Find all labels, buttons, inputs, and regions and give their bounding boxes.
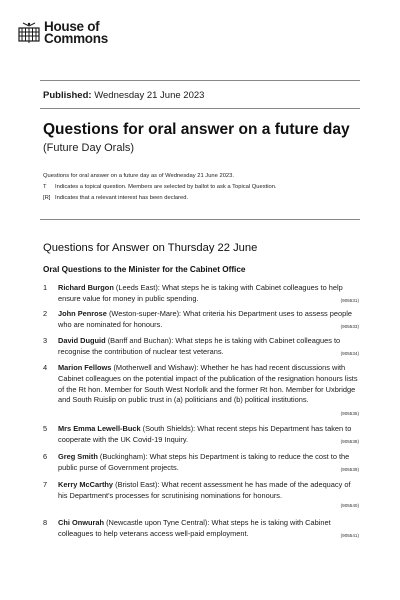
legend-symbol: T	[43, 184, 47, 190]
question-ref: (905531)	[340, 298, 359, 303]
question-text: What steps he is taking with Cabinet colleagues to help ensure value for money in public spending.	[58, 283, 343, 303]
member-name: Kerry McCarthy	[58, 480, 114, 489]
legend-item-interest	[43, 193, 363, 204]
published-date: Wednesday 21 June 2023	[94, 90, 205, 101]
question-ref: (905538)	[340, 439, 359, 444]
question-text: What steps he is taking with Cabinet colleagues to help veterans access well-paid employment.	[58, 518, 331, 538]
question-text: What steps he is taking with Cabinet colleagues to recognise the contribution of nuclear test veterans.	[58, 336, 341, 356]
section-heading: Questions for Answer on Thursday 22 June	[43, 242, 258, 254]
member-name: David Duguid	[58, 336, 106, 345]
logo-line-2: Commons	[44, 31, 108, 46]
published-label: Published:	[43, 90, 92, 101]
question-item	[43, 363, 359, 416]
section-subheading: Oral Questions to the Minister for the Cabinet Office	[43, 265, 246, 274]
question-ref: (905539)	[340, 467, 359, 472]
top-divider	[40, 80, 360, 81]
legend-symbol: [R]	[43, 195, 51, 201]
question-text: What recent assessment he has made of the adequacy of his Department's processes for scrutinising nominations for honours.	[58, 480, 351, 500]
question-text: What steps his Department is taking to reduce the cost to the public purse of Government projects.	[58, 452, 350, 472]
question-number: 6	[43, 452, 48, 461]
constituency: (Banff and Buchan):	[107, 336, 174, 345]
question-item	[43, 452, 359, 474]
page-title: Questions for oral answer on a future day	[43, 121, 350, 138]
question-ref: (905535)	[340, 411, 359, 416]
question-item	[43, 480, 359, 508]
constituency: (South Shields):	[142, 424, 196, 433]
constituency: (Weston-super-Mare):	[108, 309, 182, 318]
constituency: (Leeds East):	[115, 283, 160, 292]
question-number: 2	[43, 309, 48, 318]
member-name: Greg Smith	[58, 452, 98, 461]
intro-block	[43, 171, 363, 204]
logo-wordmark	[44, 21, 108, 45]
logo-line-1: House of	[44, 19, 100, 34]
constituency: (Buckingham):	[99, 452, 148, 461]
member-name: Chi Onwurah	[58, 518, 104, 527]
legend-text: Indicates that a relevant interest has been declared.	[55, 195, 189, 201]
constituency: (Motherwell and Wishaw):	[113, 363, 199, 372]
question-number: 1	[43, 283, 48, 292]
intro-divider	[40, 219, 360, 220]
member-name: John Penrose	[58, 309, 107, 318]
portcullis-icon	[18, 21, 40, 43]
house-of-commons-logo	[18, 21, 108, 45]
question-number: 5	[43, 424, 48, 433]
legend-item-topical	[43, 182, 363, 193]
published-line	[43, 90, 204, 101]
question-number: 3	[43, 336, 48, 345]
intro-line: Questions for oral answer on a future day as of Wednesday 21 June 2023.	[43, 173, 234, 179]
question-number: 8	[43, 518, 48, 527]
question-item	[43, 309, 359, 331]
question-item	[43, 424, 359, 446]
member-name: Mrs Emma Lewell-Buck	[58, 424, 141, 433]
question-text: What recent steps his Department has taken to cooperate with the UK Covid-19 Inquiry.	[58, 424, 352, 444]
legend-text: Indicates a topical question. Members are selected by ballot to ask a Topical Question.	[55, 184, 277, 190]
constituency: (Newcastle upon Tyne Central):	[106, 518, 210, 527]
question-text: What criteria his Department uses to assess people who are nominated for honours.	[58, 309, 352, 329]
constituency: (Bristol East):	[115, 480, 160, 489]
question-item	[43, 336, 359, 358]
member-name: Richard Burgon	[58, 283, 114, 292]
question-ref: (905540)	[340, 503, 359, 508]
question-number: 4	[43, 363, 48, 372]
question-ref: (905533)	[340, 324, 359, 329]
question-ref: (905541)	[340, 533, 359, 538]
question-ref: (905534)	[340, 351, 359, 356]
published-divider	[40, 108, 360, 109]
question-item	[43, 283, 359, 305]
question-number: 7	[43, 480, 48, 489]
question-text: Whether he has had recent discussions with Cabinet colleagues on the potential impact of the publication of the resignation honours lists of the Rt hon. Member for South West Norfolk and the former Rt hon. Member for Uxbridge and South Ruislip on public trust in (a) politicians and (b) political institutions.	[58, 363, 358, 405]
page-subtitle: (Future Day Orals)	[43, 142, 135, 154]
question-item	[43, 518, 359, 540]
member-name: Marion Fellows	[58, 363, 112, 372]
